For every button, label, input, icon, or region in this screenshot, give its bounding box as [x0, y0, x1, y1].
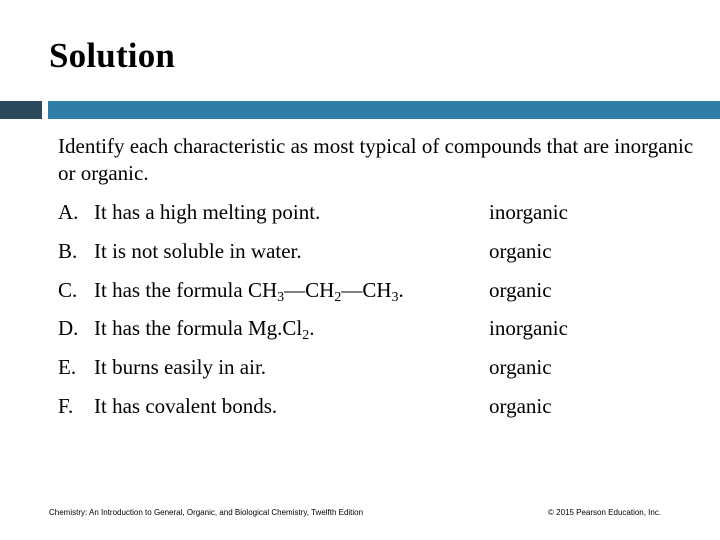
list-item	[58, 239, 698, 267]
formula-part: —CH	[341, 278, 392, 302]
item-letter: D.	[58, 316, 79, 340]
item-text	[94, 278, 404, 303]
item-answer: inorganic	[489, 200, 568, 224]
item-text: It has covalent bonds.	[94, 394, 278, 418]
formula-part: .	[398, 278, 404, 302]
slide-title: Solution	[49, 36, 176, 75]
item-letter: C.	[58, 278, 78, 302]
item-answer: inorganic	[489, 316, 568, 340]
item-text: It has a high melting point.	[94, 200, 321, 224]
item-text: It is not soluble in water.	[94, 239, 302, 263]
item-letter: B.	[58, 239, 78, 263]
item-text: It burns easily in air.	[94, 355, 267, 379]
formula-subscript: 2	[334, 290, 342, 305]
formula-part: .	[309, 316, 315, 340]
item-text	[94, 316, 314, 341]
list-item	[58, 355, 698, 383]
formula-part: —CH	[284, 278, 335, 302]
formula-subscript: 2	[302, 328, 310, 343]
slide-intro: Identify each characteristic as most typical of compounds that are inorganic or organic.	[58, 134, 694, 185]
item-letter: F.	[58, 394, 74, 418]
item-answer: organic	[489, 278, 552, 302]
title-bar-accent	[0, 101, 42, 119]
footer-copyright: © 2015 Pearson Education, Inc.	[548, 508, 662, 517]
title-bar	[48, 101, 720, 119]
list-item	[58, 394, 698, 422]
item-letter: A.	[58, 200, 79, 224]
list-item	[58, 316, 698, 344]
item-answer: organic	[489, 394, 552, 418]
list-item	[58, 200, 698, 228]
formula-subscript: 3	[391, 290, 399, 305]
footer-book-title: Chemistry: An Introduction to General, Organic, and Biological Chemistry, Twelfth Edition	[49, 508, 364, 517]
item-answer: organic	[489, 355, 552, 379]
formula-part: It has the formula Mg.Cl	[94, 316, 303, 340]
item-answer: organic	[489, 239, 552, 263]
item-letter: E.	[58, 355, 77, 379]
formula-part: It has the formula CH	[94, 278, 278, 302]
formula-subscript: 3	[277, 290, 285, 305]
list-item	[58, 278, 698, 306]
